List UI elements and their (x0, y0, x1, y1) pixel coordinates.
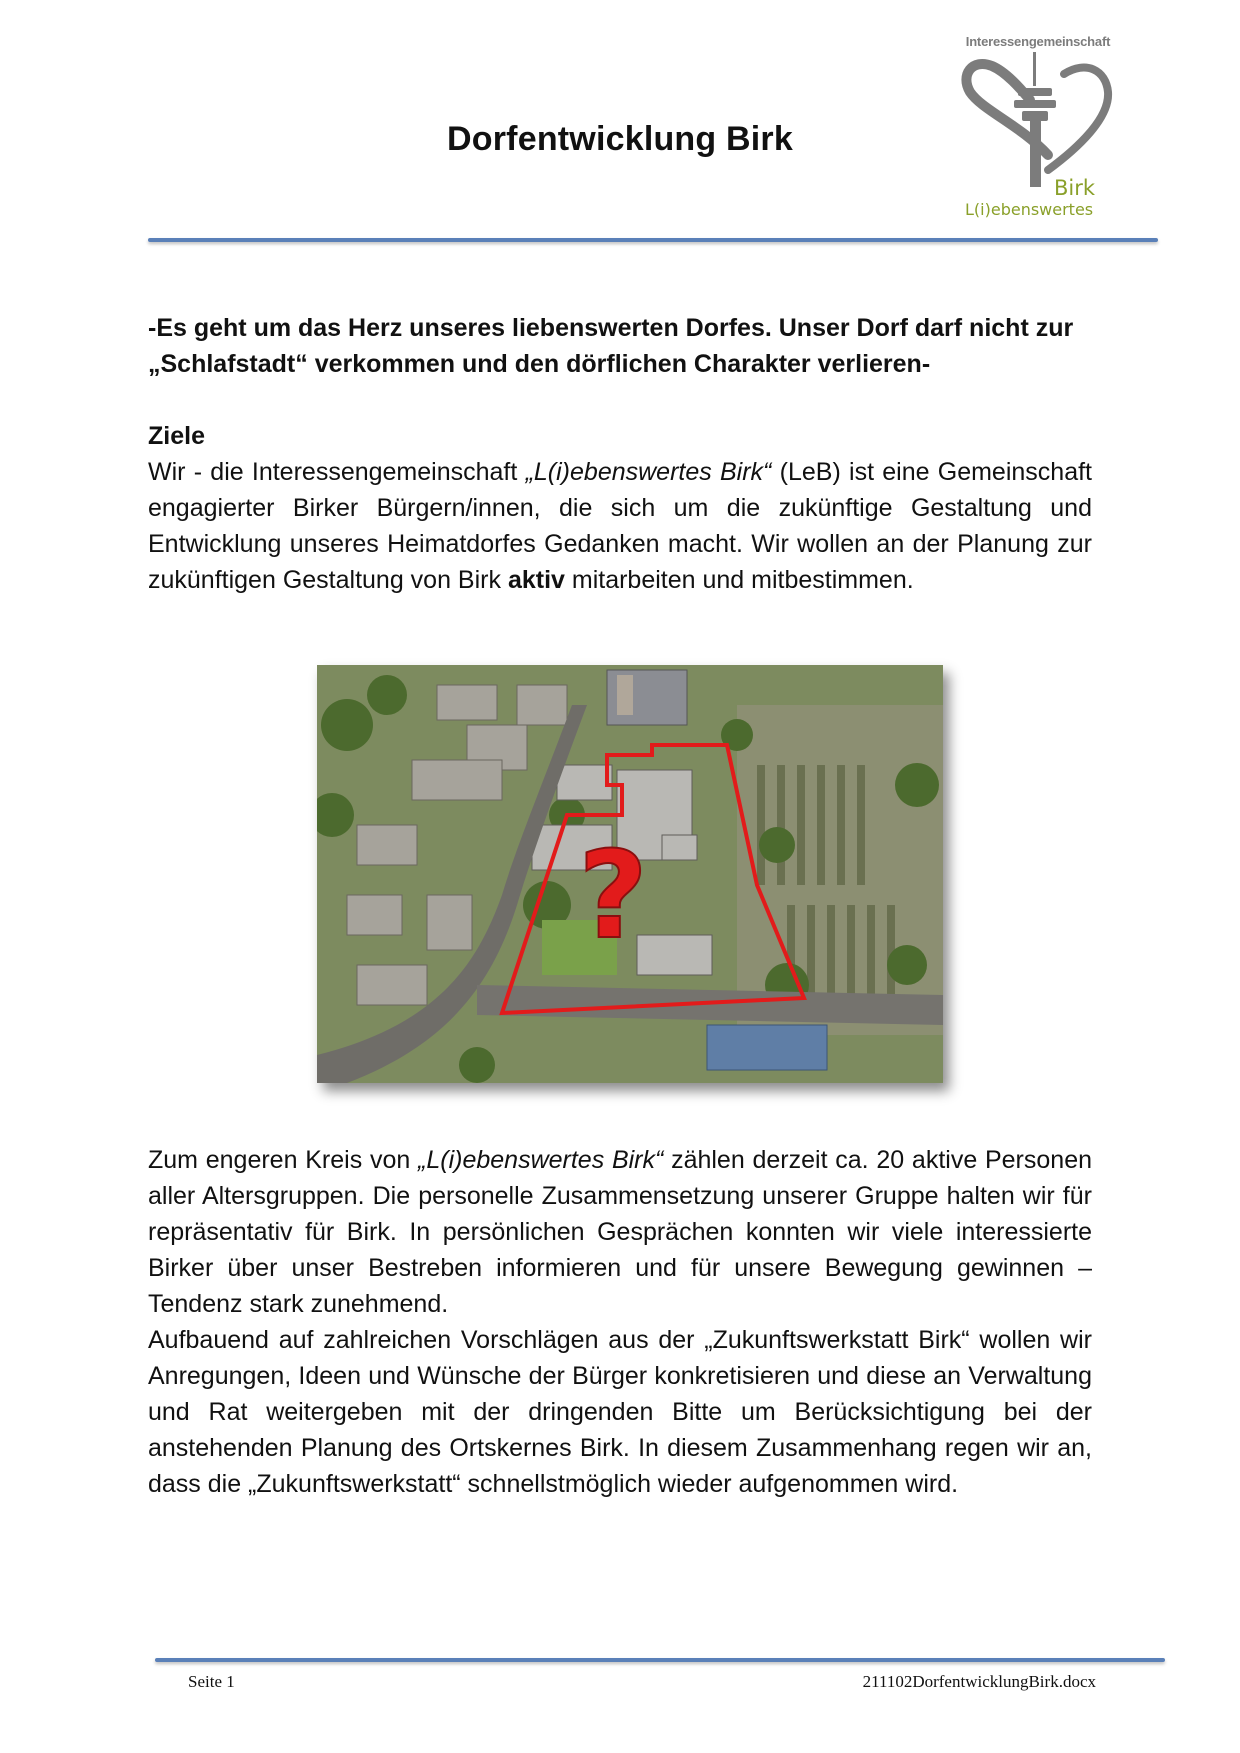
header-divider (148, 238, 1158, 242)
aerial-photo (317, 665, 943, 1083)
paragraph-proposals: Aufbauend auf zahlreichen Vorschlägen aus der „Zukunftswerkstatt Birk“ wollen wir Anregungen, Ideen und Wünsche der Bürger konkretisieren und diese an Verwaltung und Rat weitergeben mit der dringenden Bitte um Berücksichtigung bei der anstehenden Planung des Ortskernes Birk. In diesem Zusammenhang regen wir an, dass die „Zukunftswerkstatt“ schnellstmöglich wieder aufgenommen wird. (148, 1326, 1092, 1498)
section-heading-ziele: Ziele (148, 422, 205, 450)
question-mark-icon: ? (578, 827, 648, 966)
footer-page-number: Seite 1 (188, 1672, 235, 1691)
text-run: Wir - die Interessengemeinschaft (148, 458, 526, 486)
page-title: Dorfentwicklung Birk (447, 120, 793, 158)
footer-filename: 211102DorfentwicklungBirk.docx (862, 1672, 1096, 1691)
paragraph-members (148, 1142, 1092, 1322)
logo-subtitle: L(i)ebenswertes (965, 200, 1094, 219)
text-run: zählen derzeit ca. 20 aktive Personen aller Altersgruppen. Die personelle Zusammensetzung unserer Gruppe halten wir für repräsentativ für Birk. In persönlichen Gesprächen konnten wir viele interessierte Birker über unser Bestreben informieren und für unsere Bewegung gewinnen – Tendenz stark zunehmend. (148, 1146, 1092, 1318)
motto-line-2: „Schlafstadt“ verkommen und den dörflichen Charakter verlieren- (148, 350, 931, 378)
text-run: Zum engeren Kreis von (148, 1146, 419, 1174)
logo-birk-text: Birk (1054, 176, 1096, 200)
aerial-photo-drawing (317, 665, 943, 1083)
group-name: „L(i)ebenswertes Birk“ (525, 458, 772, 486)
tower-heart-icon (960, 30, 1120, 220)
motto (148, 310, 1092, 382)
motto-line-1: -Es geht um das Herz unseres liebenswerten Dorfes. Unser Dorf darf nicht zur (148, 314, 1074, 342)
group-name: „L(i)ebenswertes Birk“ (418, 1146, 664, 1174)
footer-divider (155, 1658, 1165, 1662)
logo-top-text: Interessengemeinschaft (965, 34, 1111, 49)
text-run: mitarbeiten und mitbestimmen. (564, 566, 914, 594)
leb-logo (960, 30, 1120, 220)
emphasis-aktiv: aktiv (507, 566, 565, 594)
text-run: (LeB) ist eine Gemeinschaft engagierter Birker Bürgern/innen, die sich um die zukünftige Gestaltung und Entwicklung unseres Heimatdorfes Gedanken macht. Wir wollen an der Planung zur zukünftigen Gestaltung von Birk (148, 458, 1092, 594)
paragraph-ziele (148, 454, 1092, 598)
